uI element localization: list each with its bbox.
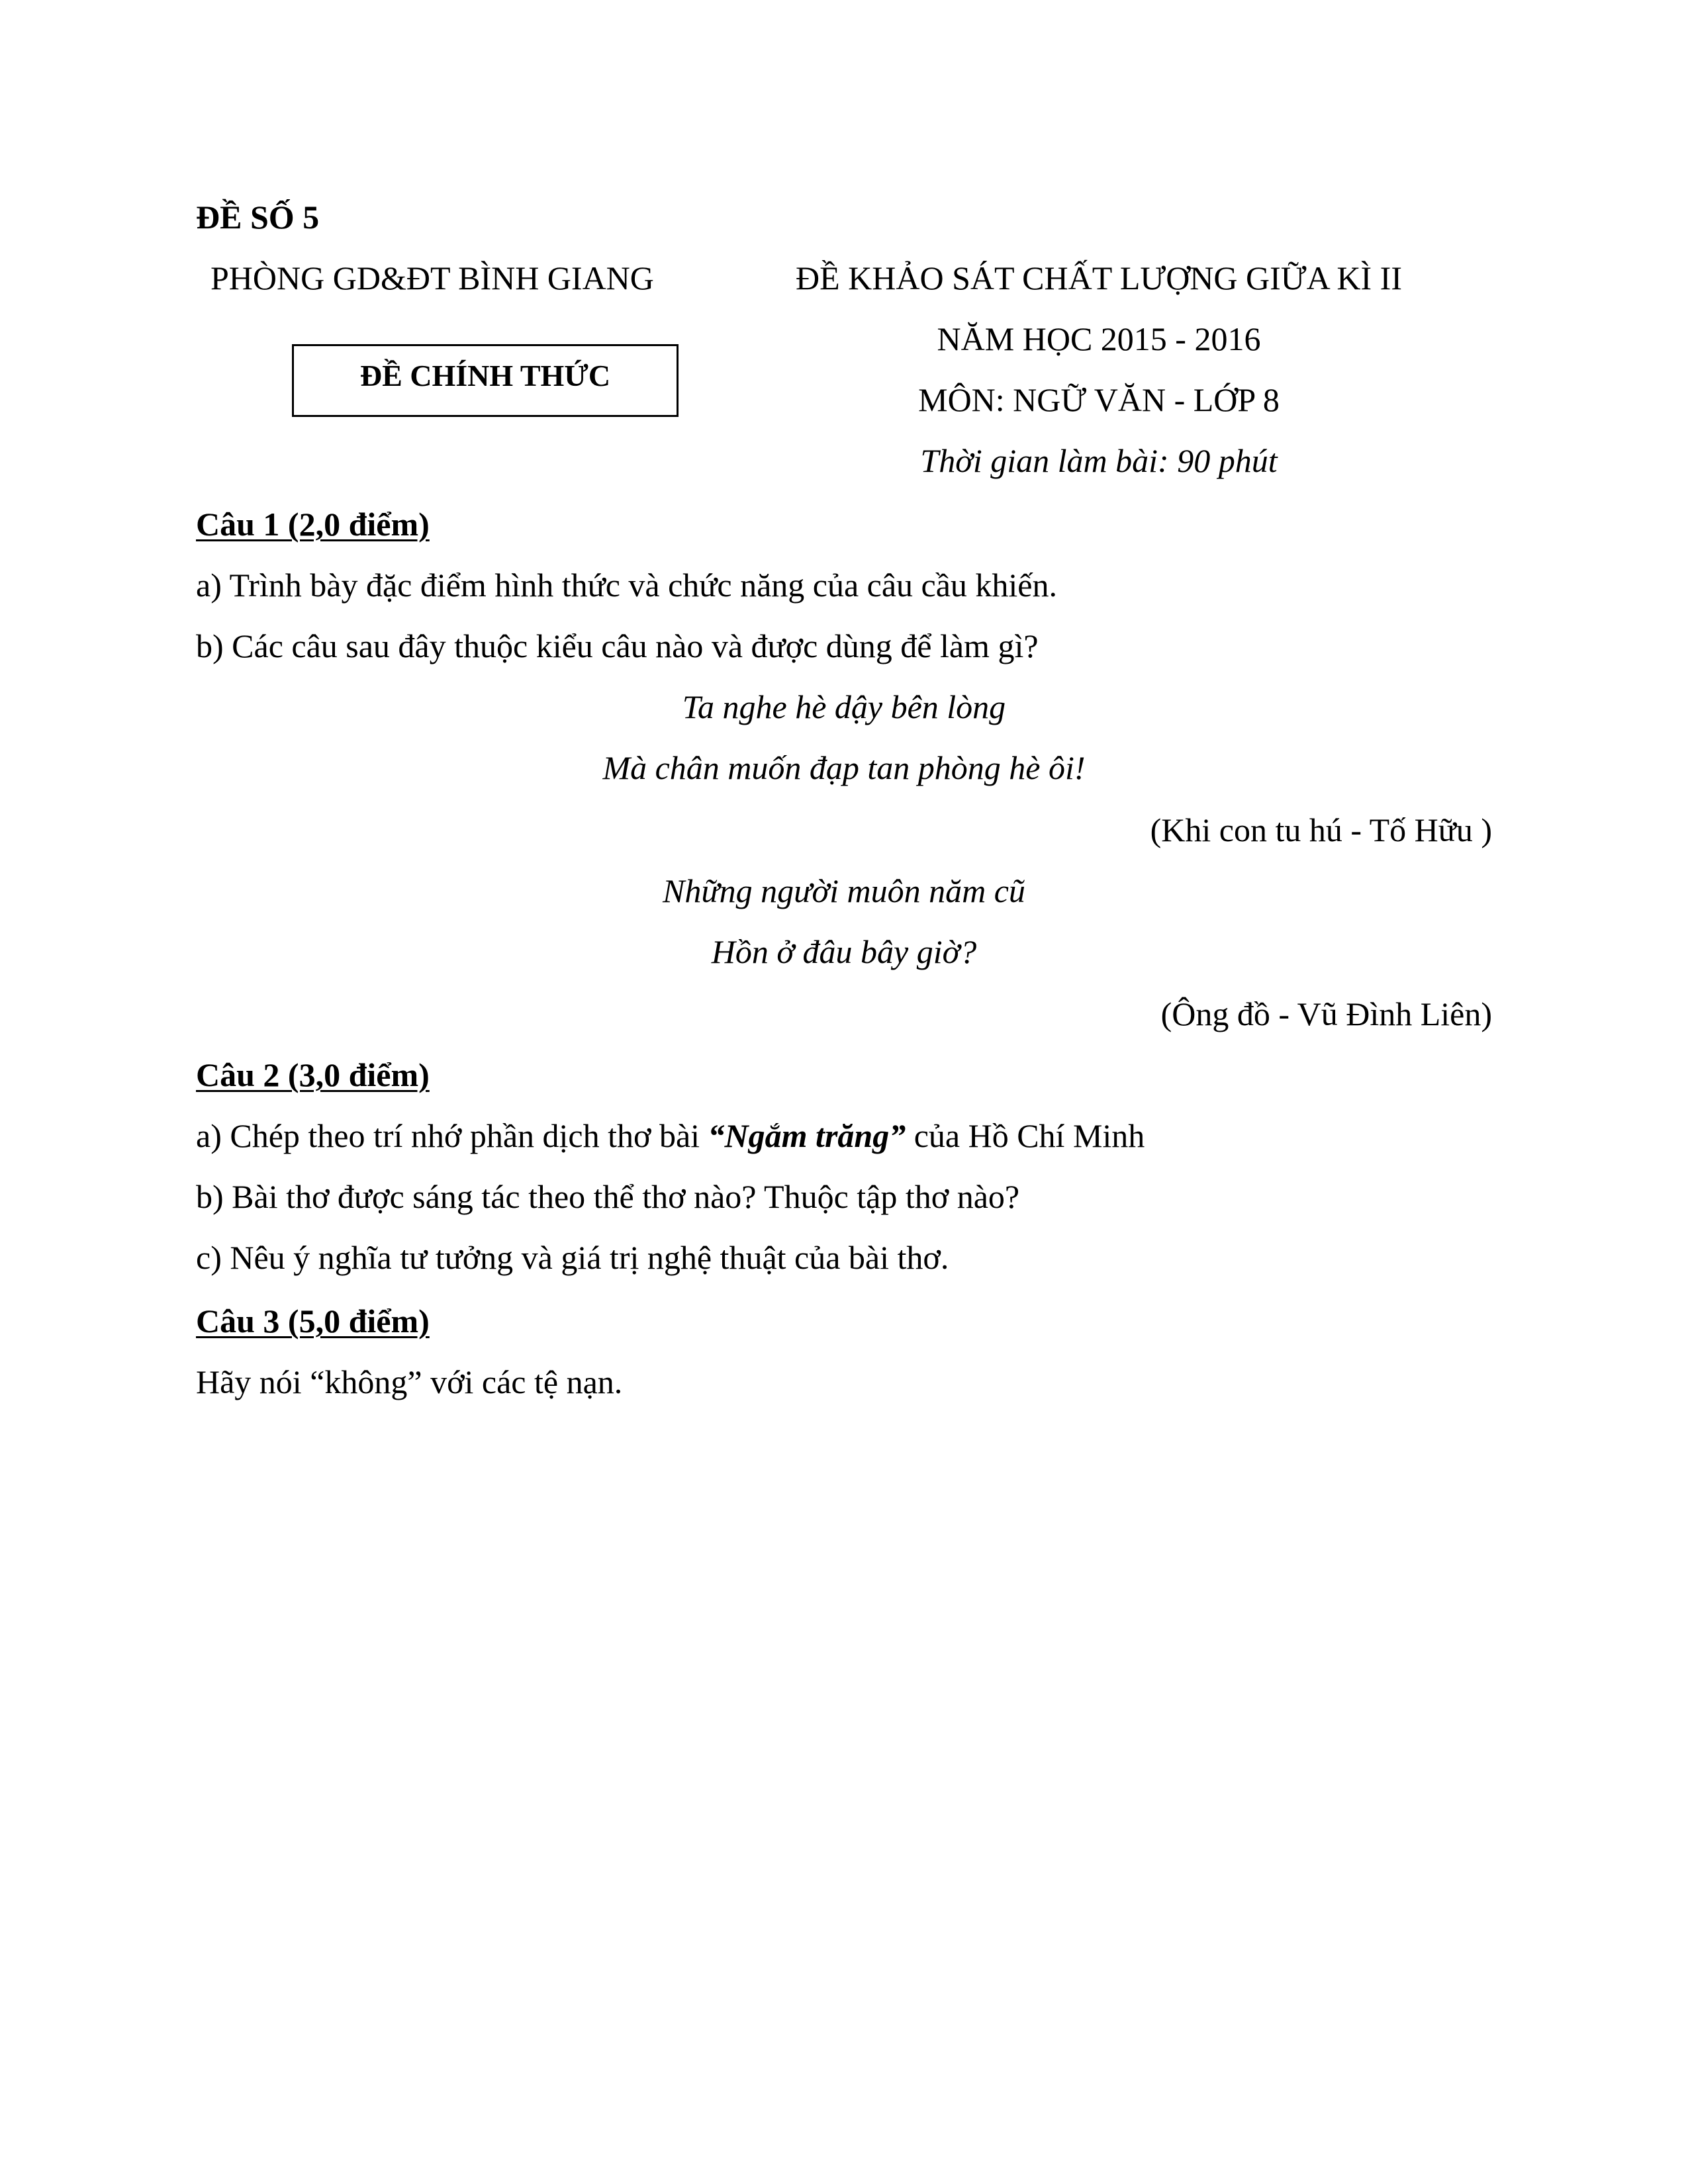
question-3-text: Hãy nói “không” với các tệ nạn. [196,1363,623,1400]
question-1-part-a: a) Trình bày đặc điểm hình thức và chức năng của câu cầu khiến. [196,567,1058,604]
school-year: NĂM HỌC 2015 - 2016 [937,320,1261,357]
poem-2-line-2: Hồn ở đâu bây giờ? [711,933,977,970]
question-2-part-b: b) Bài thơ được sáng tác theo thể thơ nào? Thuộc tập thơ nào? [196,1178,1020,1215]
exam-number: ĐỀ SỐ 5 [196,199,320,236]
question-2-part-a [196,1116,1145,1156]
question-1-heading: Câu 1 (2,0 điểm) [196,506,430,543]
poem-title-ngam-trang: “Ngắm trăng” [708,1117,906,1154]
question-2-heading: Câu 2 (3,0 điểm) [196,1056,430,1093]
question-2-part-c: c) Nêu ý nghĩa tư tưởng và giá trị nghệ thuật của bài thơ. [196,1239,949,1276]
poem-1-line-1: Ta nghe hè dậy bên lòng [682,688,1006,725]
exam-duration: Thời gian làm bài: 90 phút [920,442,1278,479]
poem-2-line-1: Những người muôn năm cũ [663,872,1025,909]
poem-1-line-2: Mà chân muốn đạp tan phòng hè ôi! [602,749,1086,786]
exam-title: ĐỀ KHẢO SÁT CHẤT LƯỢNG GIỮA KÌ II [796,259,1402,296]
question-2-part-a-prefix: a) Chép theo trí nhớ phần dịch thơ bài [196,1117,708,1154]
question-2-part-a-suffix: của Hồ Chí Minh [906,1117,1145,1154]
poem-2-source: (Ông đồ - Vũ Đình Liên) [1160,995,1492,1032]
question-3-heading: Câu 3 (5,0 điểm) [196,1302,430,1340]
question-1-part-b: b) Các câu sau đây thuộc kiểu câu nào và được dùng để làm gì? [196,627,1039,664]
official-label: ĐỀ CHÍNH THỨC [359,359,611,392]
subject: MÔN: NGỮ VĂN - LỚP 8 [918,381,1280,418]
department-name: PHÒNG GD&ĐT BÌNH GIANG [211,259,654,296]
poem-1-source: (Khi con tu hú - Tố Hữu ) [1150,811,1492,848]
